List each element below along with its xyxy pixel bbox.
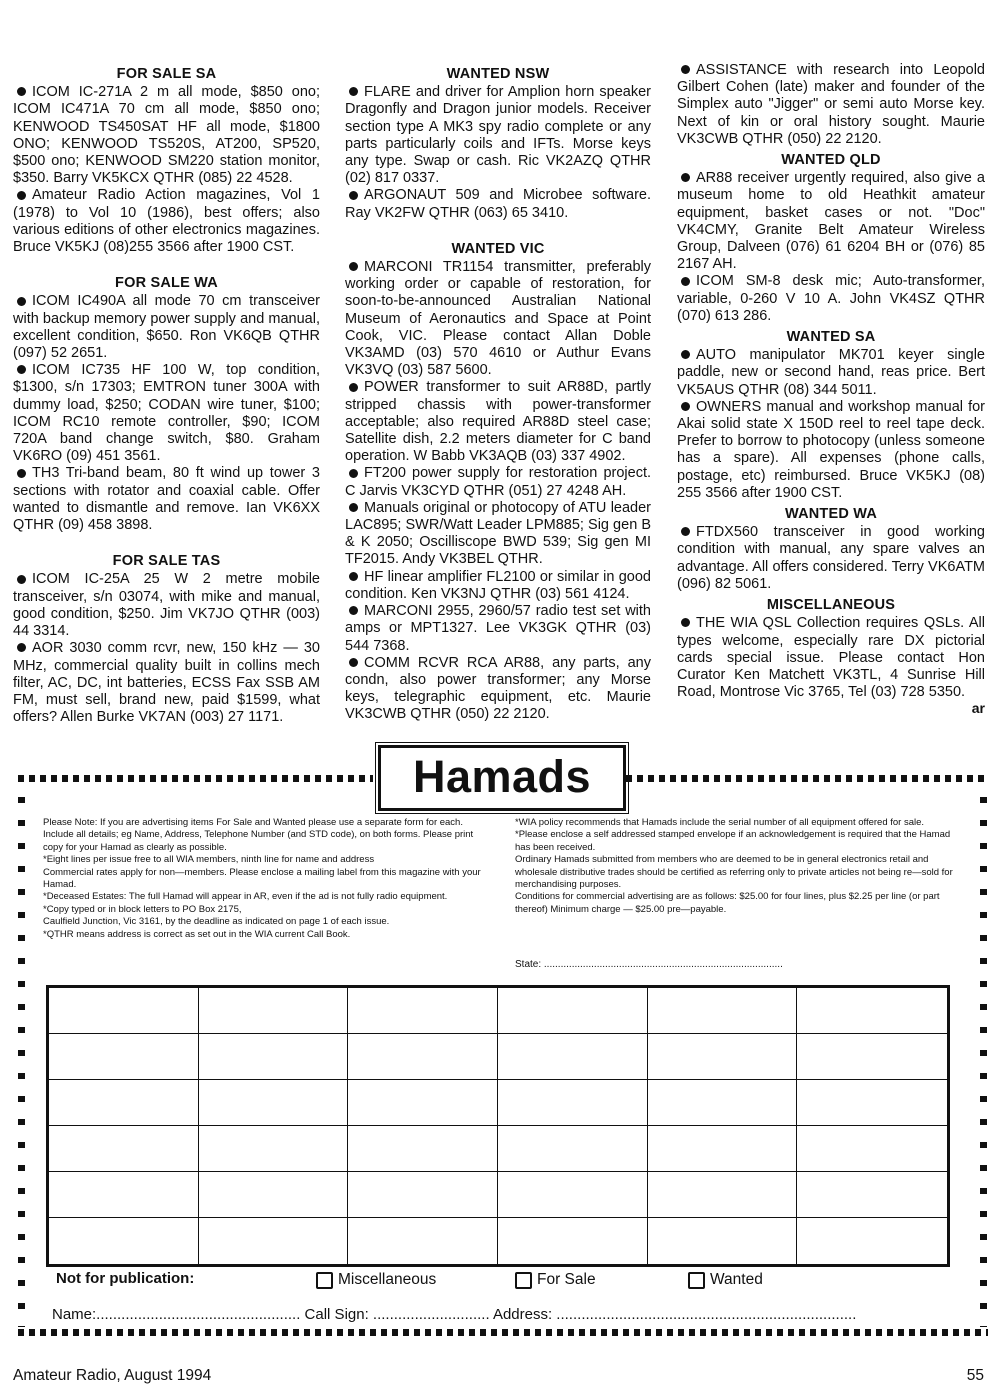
ad-text: OWNERS manual and workshop manual for Akai solid state X 150D reel to reel tape deck. Prefer to borrow to photocopy (unless someone has a spare). All expenses (phone calls, postage, etc) reimbursed. Bruce VK5KJ (08) 255 3566 after 1900 CST.	[677, 398, 985, 501]
grid-cell[interactable]	[498, 988, 648, 1034]
grid-cell[interactable]	[797, 1218, 947, 1264]
section-heading: WANTED WA	[784, 506, 877, 523]
option-label: Miscellaneous	[338, 1271, 437, 1288]
top-dotted-border-right	[626, 775, 988, 782]
option-label: For Sale	[537, 1271, 596, 1288]
grid-cell[interactable]	[498, 1080, 648, 1126]
classified-ad	[345, 187, 651, 221]
grid-cell[interactable]	[199, 1172, 349, 1218]
grid-cell[interactable]	[199, 1126, 349, 1172]
ad-text: ASSISTANCE with research into Leopold Gilbert Cohen (late) maker and founder of the Simplex auto "Jigger" or semi auto Morse key. Next of kin or oral history sought. Maurie VK3CWB QTHR (050) 22 2120.	[677, 62, 985, 147]
grid-cell[interactable]	[199, 988, 349, 1034]
ad-text-grid[interactable]	[46, 985, 950, 1267]
grid-cell[interactable]	[49, 1034, 199, 1080]
classified-ad	[345, 379, 651, 465]
notes-left	[43, 817, 493, 941]
section-gap	[13, 534, 320, 549]
bullet-icon	[681, 350, 690, 359]
grid-cell[interactable]	[498, 1126, 648, 1172]
section-heading: WANTED QLD	[781, 152, 881, 169]
bullet-icon	[349, 658, 358, 667]
bullet-icon	[349, 606, 358, 615]
grid-cell[interactable]	[348, 1080, 498, 1126]
section-heading: MISCELLANEOUS	[766, 597, 896, 614]
section-heading: WANTED NSW	[446, 66, 550, 82]
note: *Please enclose a self addressed stamped envelope if an acknowledgement is required that the Hamad has been received.	[515, 829, 951, 853]
checkbox-icon[interactable]	[515, 1272, 532, 1289]
grid-cell[interactable]	[797, 1080, 947, 1126]
grid-cell[interactable]	[797, 1126, 947, 1172]
classified-ad	[13, 293, 320, 362]
classified-ad	[677, 62, 985, 148]
grid-cell[interactable]	[648, 1126, 798, 1172]
note: *WIA policy recommends that Hamads include the serial number of all equipment offered for sale.	[515, 817, 925, 828]
checkbox-icon[interactable]	[316, 1272, 333, 1289]
grid-cell[interactable]	[49, 1080, 199, 1126]
ad-text: FLARE and driver for Amplion horn speaker Dragonfly and Dragon junior models. Receiver section type A MK3 spy radio complete or any parts particularly coils and IFTs. Morse keys any type. Swap or cash. Ric VK2AZQ QTHR (02) 817 0337.	[345, 84, 651, 187]
grid-cell[interactable]	[498, 1034, 648, 1080]
grid-cell[interactable]	[648, 988, 798, 1034]
bullet-icon	[349, 572, 358, 581]
classified-ad	[13, 571, 320, 640]
grid-cell[interactable]	[348, 1172, 498, 1218]
left-dotted-border	[18, 797, 25, 1327]
bullet-icon	[681, 65, 690, 74]
grid-cell[interactable]	[648, 1034, 798, 1080]
bullet-icon	[349, 191, 358, 200]
ad-text: ICOM IC735 HF 100 W, top condition, $1300, s/n 17303; EMTRON tuner 300A with dummy load, $250; CODAN wire tuner, $100; ICOM RC10 remote controller, $90; ICOM 720A band change switch, $80. Graham VK6RO (09) 451 3561.	[13, 362, 320, 465]
ad-text: ICOM IC490A all mode 70 cm transceiver with backup memory power supply and manual, excellent condition, $650. Ron VK6QB QTHR (097) 52 2651.	[13, 293, 320, 362]
classified-ad	[13, 465, 320, 534]
hamads-title: Hamads	[412, 751, 592, 802]
option-wanted[interactable]	[688, 1271, 763, 1289]
classified-ad	[345, 259, 651, 379]
grid-cell[interactable]	[348, 988, 498, 1034]
bullet-icon	[349, 383, 358, 392]
ad-text: POWER transformer to suit AR88D, partly stripped chassis with power-transformer acceptable; also required AR88D steel case; Satellite dish, 2.2 meters diameter for C band operation. W Babb VK3AQB (03) 337 4902.	[345, 379, 651, 465]
bullet-icon	[349, 469, 358, 478]
grid-cell[interactable]	[348, 1034, 498, 1080]
bullet-icon	[681, 173, 690, 182]
bullet-icon	[681, 402, 690, 411]
section-heading: FOR SALE TAS	[112, 553, 221, 570]
grid-cell[interactable]	[49, 1126, 199, 1172]
ad-text: Amateur Radio Action magazines, Vol 1 (1978) to Vol 10 (1986), best offers; also various editions of other electronics magazines. Bruce VK5KJ (08)255 3566 after 1900 CST.	[13, 187, 320, 256]
contact-fields[interactable]: Name:................................................. Call Sign: ............................ Address: ........................................................................	[52, 1306, 857, 1323]
option-miscellaneous[interactable]	[316, 1271, 436, 1289]
classified-ad	[677, 273, 985, 325]
section-heading: FOR SALE WA	[115, 275, 218, 292]
ad-text: Manuals original or photocopy of ATU leader LAC895; SWR/Watt Leader LPM885; Sig gen B & K 2050; Oscilliscope BWD 539; Sig gen MI TF2015. Andy VK3BEL QTHR.	[345, 499, 651, 568]
hamads-form	[18, 745, 988, 1345]
ad-text: FT200 power supply for restoration project. C Jarvis VK3CYD QTHR (051) 27 4248 AH.	[345, 465, 651, 499]
bullet-icon	[17, 469, 26, 478]
top-dotted-border-left	[18, 775, 373, 782]
grid-cell[interactable]	[199, 1034, 349, 1080]
column-3	[677, 62, 985, 715]
classified-ad	[677, 170, 985, 273]
hamads-title-box	[378, 745, 626, 811]
note: Please Note: If you are advertising items For Sale and Wanted please use a separate form for each. Include all details; eg Name, Address, Telephone Number (and STD code), on both forms. Please print copy for your Hamad as clearly as possible.	[43, 817, 474, 853]
section-heading: WANTED SA	[786, 329, 876, 346]
ad-text: ARGONAUT 509 and Microbee software. Ray VK2FW QTHR (063) 65 3410.	[345, 187, 651, 221]
note: Caulfield Junction, Vic 3161, by the deadline as indicated on page 1 of each issue.	[43, 916, 390, 928]
ad-text: COMM RCVR RCA AR88, any parts, any condn, also power transformer; any Morse keys, telegraphic equipment, etc. Maurie VK3CWB QTHR (050) 22 2120.	[345, 654, 651, 723]
column-1	[13, 62, 320, 726]
classified-ad	[13, 362, 320, 465]
notes-right	[515, 817, 965, 916]
ad-text: THE WIA QSL Collection requires QSLs. All types welcome, especially rare DX pictorial cards special issue. Please contact Hon Curator Ken Matchett VK3TL, 4 Sunrise Hill Road, Montrose Vic 3765, Tel (03) 728 5350.	[677, 615, 985, 701]
grid-cell[interactable]	[348, 1126, 498, 1172]
state-field[interactable]: State: ......................................................................................	[515, 959, 783, 970]
grid-cell[interactable]	[498, 1172, 648, 1218]
checkbox-icon[interactable]	[688, 1272, 705, 1289]
bullet-icon	[349, 262, 358, 271]
section-heading: WANTED VIC	[451, 240, 545, 257]
section-heading: FOR SALE SA	[116, 66, 217, 82]
classified-ad	[345, 465, 651, 499]
grid-cell[interactable]	[648, 1080, 798, 1126]
classified-ad	[345, 500, 651, 569]
classified-ad	[345, 84, 651, 187]
classified-ad	[677, 399, 985, 502]
end-mark: ar	[971, 700, 985, 717]
grid-cell[interactable]	[648, 1218, 798, 1264]
grid-cell[interactable]	[498, 1218, 648, 1264]
bullet-icon	[17, 191, 26, 200]
column-2	[345, 62, 651, 724]
note: *Eight lines per issue free to all WIA members, ninth line for name and address	[43, 854, 375, 866]
bullet-icon	[681, 277, 690, 286]
grid-cell[interactable]	[797, 1172, 947, 1218]
ad-text: HF linear amplifier FL2100 or similar in good condition. Ken VK3NJ QTHR (03) 561 4124.	[345, 568, 651, 602]
classified-ad	[13, 640, 320, 726]
footer-page-number: 55	[966, 1367, 984, 1384]
classified-ad	[677, 615, 985, 701]
grid-cell[interactable]	[199, 1080, 349, 1126]
grid-cell[interactable]	[348, 1218, 498, 1264]
ad-text: MARCONI 2955, 2960/57 radio test set with amps or MPT1327. Lee VK3GK QTHR (03) 544 7368.	[345, 603, 651, 654]
note: *Copy typed or in block letters to PO Box 2175,	[43, 903, 242, 915]
grid-cell[interactable]	[49, 1172, 199, 1218]
grid-cell[interactable]	[797, 988, 947, 1034]
ad-text: ICOM SM-8 desk mic; Auto-transformer, variable, 0-260 V 10 A. John VK4SZ QTHR (070) 613 286.	[677, 273, 985, 324]
grid-cell[interactable]	[199, 1218, 349, 1264]
ad-text: AR88 receiver urgently required, also give a museum home to old Heathkit amateur equipment, basket cases or not. "Doc" VK4CMY, Granite Belt Amateur Wireless Group, Dalveen (076) 61 6204 BH or (076) 85 2167 AH.	[677, 170, 985, 273]
bullet-icon	[17, 297, 26, 306]
bullet-icon	[349, 503, 358, 512]
bullet-icon	[681, 527, 690, 536]
section-gap	[345, 222, 651, 237]
grid-cell[interactable]	[797, 1034, 947, 1080]
bottom-dotted-border	[18, 1329, 988, 1336]
bullet-icon	[17, 87, 26, 96]
classified-ad	[677, 524, 985, 593]
note: *Deceased Estates: The full Hamad will appear in AR, even if the ad is not fully radio equipment.	[43, 891, 448, 903]
ad-text: ICOM IC-271A 2 m all mode, $850 ono; ICOM IC471A 70 cm all mode, $850 ono; KENWOOD TS450SAT HF all mode, $1800 ONO; KENWOOD TS520S, AT200, SP520, $500 ono; KENWOOD SM220 station monitor, $350. Barry VK5KCX QTHR (085) 22 4528.	[13, 84, 320, 187]
bullet-icon	[349, 87, 358, 96]
note: *QTHR means address is correct as set out in the WIA current Call Book.	[43, 928, 351, 940]
note: Ordinary Hamads submitted from members who are deemed to be in general electronics retail and wholesale distributive trades should be certified as referring only to private articles not being re—sold for merchandising purposes.	[515, 854, 953, 891]
classified-ad	[345, 603, 651, 655]
section-gap	[13, 256, 320, 271]
classified-ad	[13, 84, 320, 187]
ad-text: AUTO manipulator MK701 keyer single paddle, new or second hand, reas price. Bert VK5AUS QTHR (08) 344 5011.	[677, 347, 985, 398]
classified-ad	[677, 347, 985, 399]
ad-text: AOR 3030 comm rcvr, new, 150 kHz — 30 MHz, commercial quality built in collins mech filter, AC, DC, int batteries, ECSS Fax SSB AM FM, must sell, brand new, paid $1599, what offers? Allen Burke VK7AN (003) 27 1171.	[13, 640, 320, 726]
option-for-sale[interactable]	[515, 1271, 596, 1289]
classified-ad	[345, 569, 651, 603]
bullet-icon	[17, 365, 26, 374]
note: Commercial rates apply for non—members. Please enclose a mailing label from this magazine with your Hamad.	[43, 866, 481, 891]
option-label: Wanted	[710, 1271, 763, 1288]
ad-text: MARCONI TR1154 transmitter, preferably working order or capable of restoration, for soon-to-be-announced Australian National Museum of Aeronautics and Space at Point Cook, VIC. Please contact Allan Doble VK3AMD (03) 570 4610 or Authur Evans VK3VQ (03) 587 5600.	[345, 259, 651, 379]
ad-text: ICOM IC-25A 25 W 2 metre mobile transceiver, s/n 03074, with mike and manual, good condition, $250. Jim VK7JO QTHR (003) 44 3314.	[13, 571, 320, 640]
grid-cell[interactable]	[49, 1218, 199, 1264]
bullet-icon	[17, 643, 26, 652]
classified-ad	[345, 655, 651, 724]
right-dotted-border	[980, 797, 987, 1327]
note: Conditions for commercial advertising are as follows: $25.00 for four lines, plus $2.25 per line (or part thereof) Minimum charge — $25.00 pre—payable.	[515, 891, 940, 915]
ad-text: TH3 Tri-band beam, 80 ft wind up tower 3 sections with rotator and coaxial cable. Offer wanted to dismantle and remove. Ian VK6XX QTHR (09) 458 3898.	[13, 465, 320, 534]
bullet-icon	[681, 618, 690, 627]
footer-publication: Amateur Radio, August 1994	[13, 1367, 212, 1384]
classified-ad	[13, 187, 320, 256]
grid-cell[interactable]	[49, 988, 199, 1034]
bullet-icon	[17, 575, 26, 584]
ad-text: FTDX560 transceiver in good working condition with manual, any spare valves an advantage. All offers considered. Terry VK6ATM (096) 82 5061.	[677, 524, 985, 592]
not-for-publication-label: Not for publication:	[56, 1270, 195, 1287]
grid-cell[interactable]	[648, 1172, 798, 1218]
